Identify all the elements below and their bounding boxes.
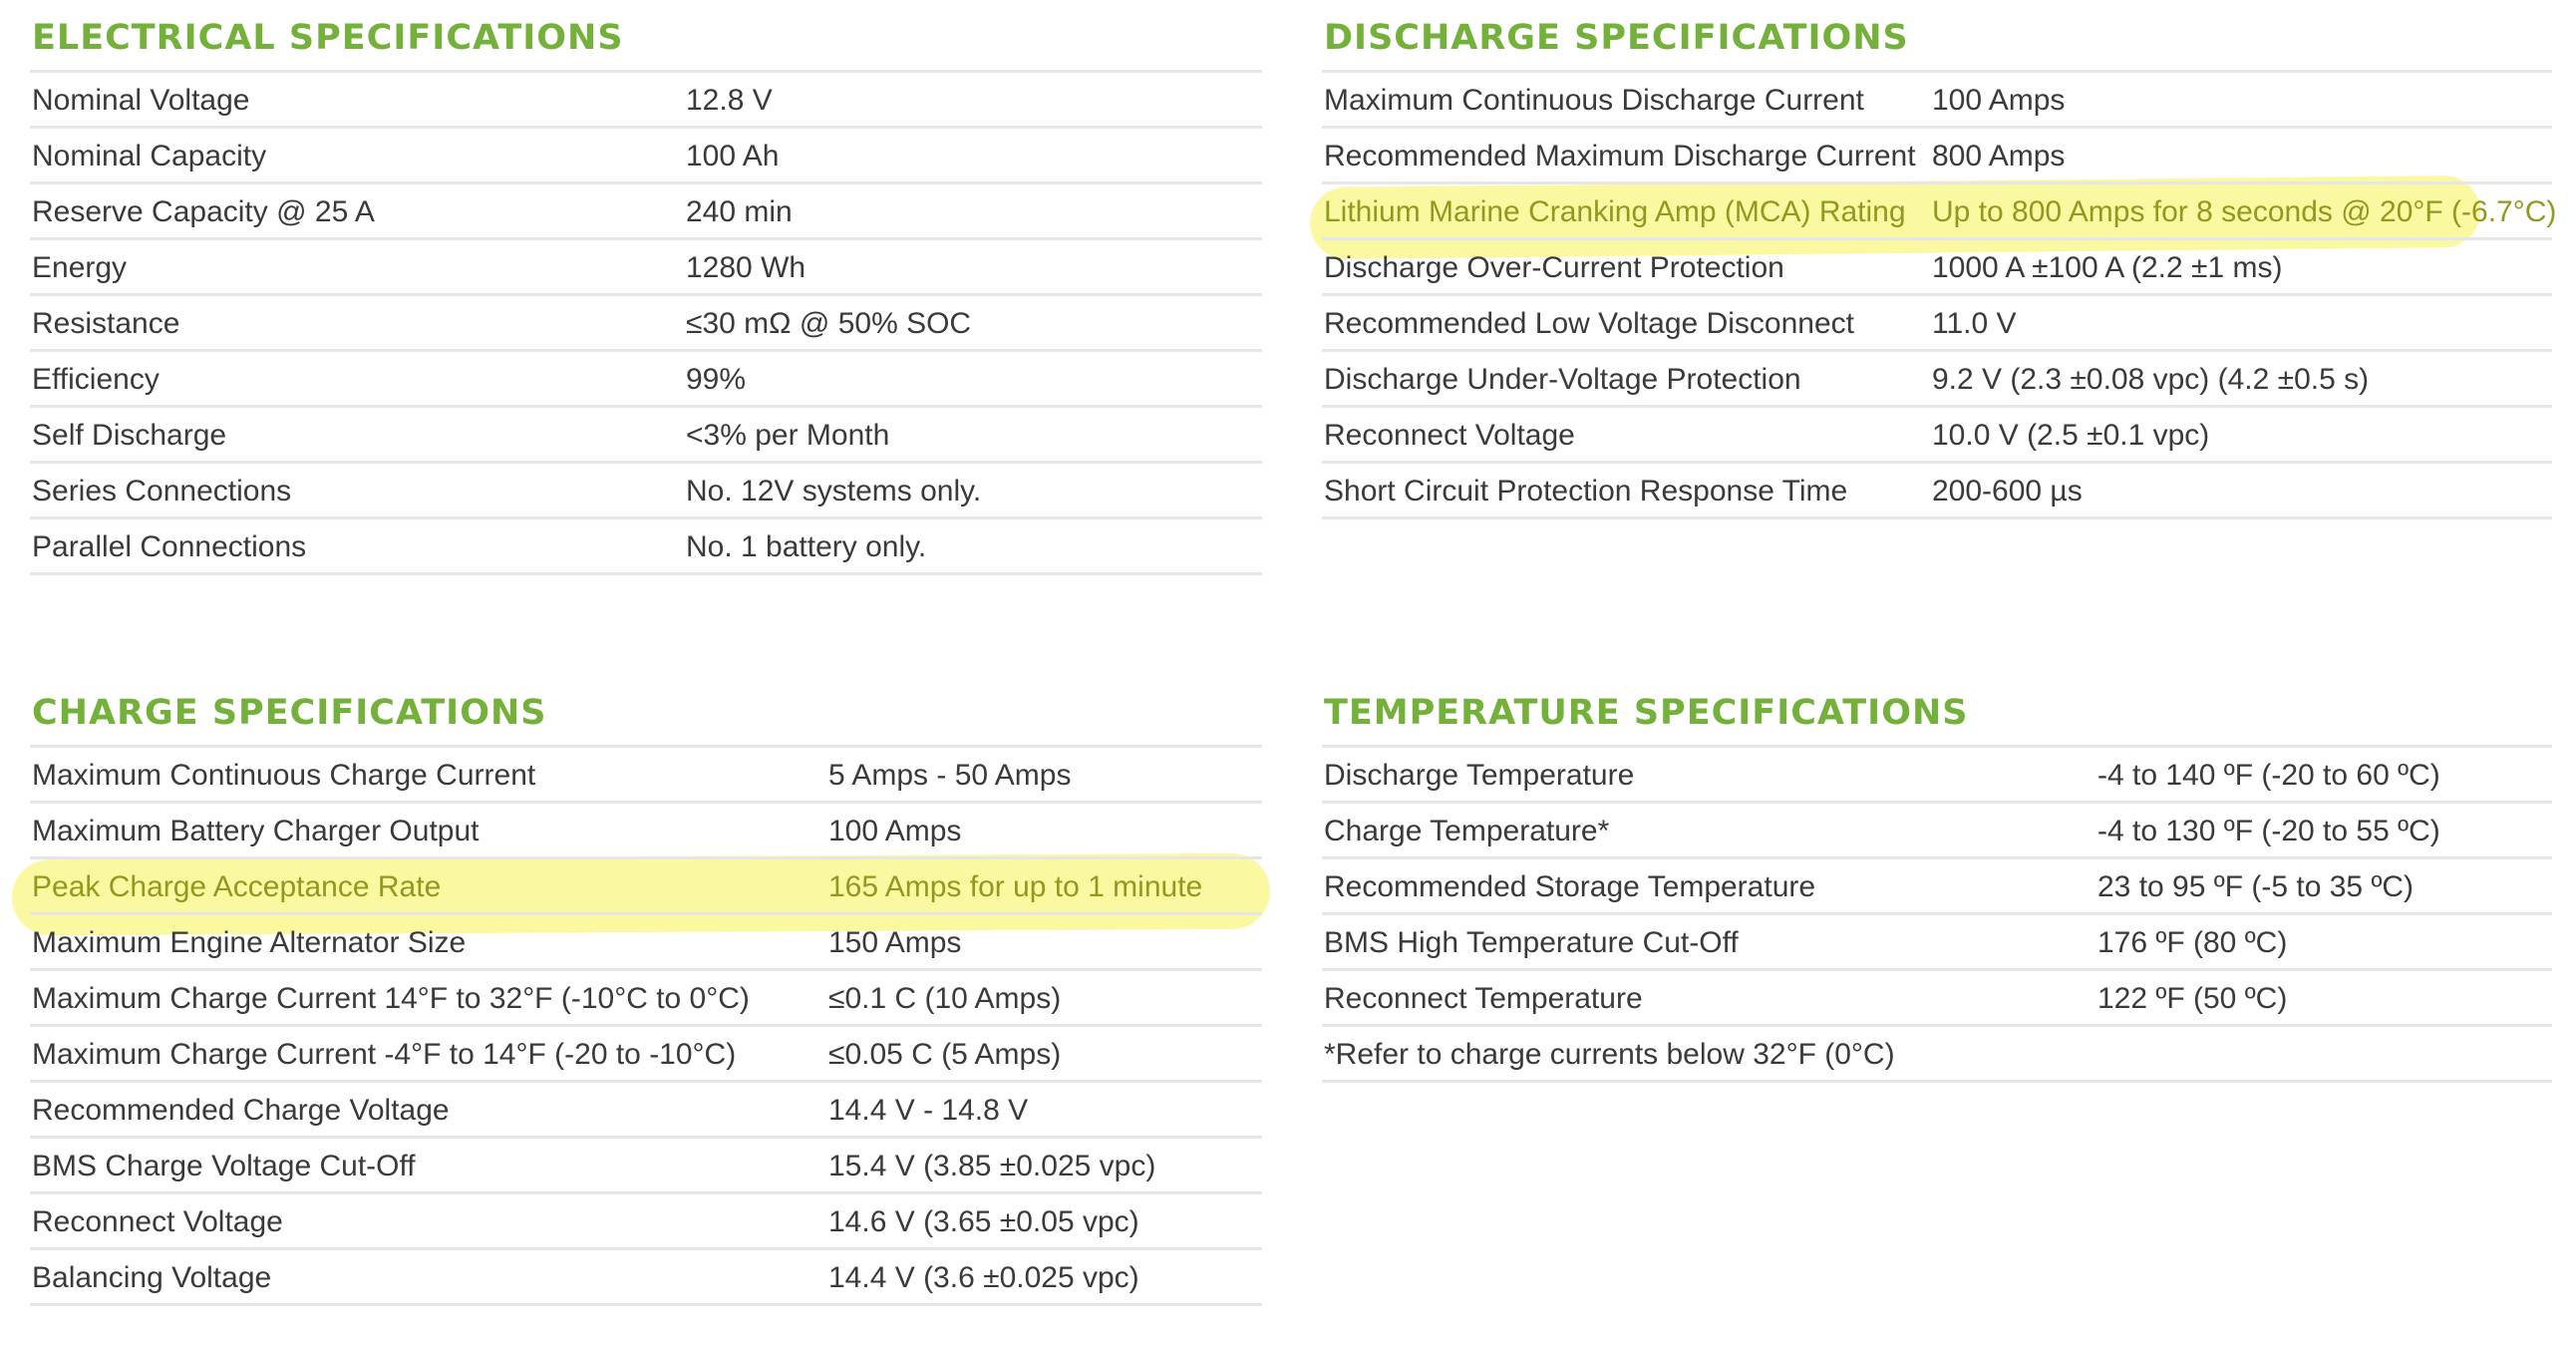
spec-label: BMS High Temperature Cut-Off	[1324, 926, 1739, 959]
spec-value: 14.4 V - 14.8 V	[828, 1094, 1029, 1127]
spec-label: Nominal Voltage	[32, 84, 250, 117]
table-row	[1322, 129, 2552, 184]
table-row	[30, 184, 1262, 240]
spec-label: Resistance	[32, 307, 180, 340]
spec-value: 200-600 µs	[1932, 475, 2083, 507]
spec-value: Up to 800 Amps for 8 seconds @ 20°F (-6.7°C)	[1932, 195, 2557, 228]
spec-label: Discharge Temperature	[1324, 759, 1635, 792]
table-row	[1322, 408, 2552, 464]
spec-label: Recommended Maximum Discharge Current	[1324, 140, 1916, 172]
spec-label: Maximum Charge Current -4°F to 14°F (-20 to -10°C)	[32, 1038, 737, 1071]
spec-value: 122 ºF (50 ºC)	[2097, 982, 2288, 1015]
spec-label: Reconnect Voltage	[32, 1205, 283, 1238]
discharge-specifications-table	[1322, 70, 2557, 519]
spec-label: Charge Temperature*	[1324, 815, 1610, 847]
charge-specifications-table	[30, 745, 1262, 1306]
spec-label: Recommended Low Voltage Disconnect	[1324, 307, 1854, 340]
table-row	[1322, 240, 2552, 296]
table-row	[30, 519, 1262, 575]
temperature-specifications-section	[1322, 693, 2552, 1071]
spec-label: Discharge Under-Voltage Protection	[1324, 363, 1801, 396]
spec-label: Maximum Battery Charger Output	[32, 815, 480, 847]
spec-label: Parallel Connections	[32, 530, 307, 563]
table-row	[1322, 859, 2552, 915]
spec-value: 240 min	[686, 195, 793, 228]
spec-value: -4 to 140 ºF (-20 to 60 ºC)	[2097, 759, 2440, 792]
spec-value: <3% per Month	[686, 419, 890, 452]
table-row-highlighted	[1322, 184, 2557, 240]
spec-value: 14.6 V (3.65 ±0.05 vpc)	[828, 1205, 1139, 1238]
electrical-specifications-title: ELECTRICAL SPECIFICATIONS	[32, 18, 624, 58]
spec-value: 1280 Wh	[686, 251, 806, 284]
spec-value: 15.4 V (3.85 ±0.025 vpc)	[828, 1150, 1156, 1182]
table-row	[30, 464, 1262, 519]
spec-value: 9.2 V (2.3 ±0.08 vpc) (4.2 ±0.5 s)	[1932, 363, 2370, 396]
spec-label: Balancing Voltage	[32, 1261, 272, 1294]
spec-value: 150 Amps	[828, 926, 962, 959]
table-row	[30, 915, 1262, 971]
spec-value: 1000 A ±100 A (2.2 ±1 ms)	[1932, 251, 2283, 284]
electrical-specifications-table	[30, 70, 1262, 575]
table-row	[30, 804, 1262, 859]
spec-value: 800 Amps	[1932, 140, 2066, 172]
spec-label: Efficiency	[32, 363, 160, 396]
charge-specifications-section	[30, 693, 1262, 1294]
spec-value: 99%	[686, 363, 747, 396]
spec-value: ≤0.1 C (10 Amps)	[828, 982, 1062, 1015]
table-row	[1322, 971, 2552, 1027]
temperature-specifications-title: TEMPERATURE SPECIFICATIONS	[1324, 693, 1969, 733]
table-row	[30, 748, 1262, 804]
spec-label: Peak Charge Acceptance Rate	[32, 870, 442, 903]
table-row	[30, 352, 1262, 408]
spec-value: 23 to 95 ºF (-5 to 35 ºC)	[2097, 870, 2415, 903]
temperature-specifications-table	[1322, 745, 2552, 1083]
spec-label: Energy	[32, 251, 128, 284]
spec-label: Maximum Engine Alternator Size	[32, 926, 467, 959]
spec-label: Lithium Marine Cranking Amp (MCA) Rating	[1324, 195, 1906, 228]
table-row	[30, 129, 1262, 184]
table-row	[1322, 464, 2552, 519]
table-row	[1322, 296, 2552, 352]
spec-label: Reserve Capacity @ 25 A	[32, 195, 375, 228]
spec-label: Reconnect Temperature	[1324, 982, 1643, 1015]
spec-value: ≤30 mΩ @ 50% SOC	[686, 307, 972, 340]
table-row	[30, 296, 1262, 352]
spec-label: Recommended Charge Voltage	[32, 1094, 450, 1127]
table-row	[1322, 352, 2552, 408]
table-row	[30, 1194, 1262, 1250]
table-row	[30, 408, 1262, 464]
table-row	[1322, 804, 2552, 859]
spec-label: Nominal Capacity	[32, 140, 267, 172]
table-row	[30, 240, 1262, 296]
spec-label: Maximum Continuous Charge Current	[32, 759, 536, 792]
spec-value: 10.0 V (2.5 ±0.1 vpc)	[1932, 419, 2210, 452]
spec-value: 100 Amps	[1932, 84, 2066, 117]
spec-label: Maximum Charge Current 14°F to 32°F (-10°C to 0°C)	[32, 982, 750, 1015]
table-row	[30, 971, 1262, 1027]
spec-label: Short Circuit Protection Response Time	[1324, 475, 1848, 507]
discharge-specifications-section	[1322, 18, 2557, 507]
spec-value: 5 Amps - 50 Amps	[828, 759, 1072, 792]
electrical-specifications-section	[30, 18, 1262, 563]
spec-label: Self Discharge	[32, 419, 227, 452]
spec-value: No. 12V systems only.	[686, 475, 982, 507]
table-row-highlighted	[30, 859, 1262, 915]
footnote-row	[1322, 1027, 2552, 1083]
spec-value: ≤0.05 C (5 Amps)	[828, 1038, 1062, 1071]
charge-specifications-title: CHARGE SPECIFICATIONS	[32, 693, 547, 733]
table-row	[30, 1027, 1262, 1083]
spec-value: 165 Amps for up to 1 minute	[828, 870, 1203, 903]
table-row	[1322, 73, 2552, 129]
spec-label: Discharge Over-Current Protection	[1324, 251, 1784, 284]
table-row	[1322, 915, 2552, 971]
spec-value: 100 Ah	[686, 140, 780, 172]
spec-value: 14.4 V (3.6 ±0.025 vpc)	[828, 1261, 1139, 1294]
spec-value: 11.0 V	[1932, 307, 2017, 340]
spec-label: Maximum Continuous Discharge Current	[1324, 84, 1864, 117]
spec-value: 12.8 V	[686, 84, 773, 117]
spec-label: Recommended Storage Temperature	[1324, 870, 1816, 903]
spec-value: 176 ºF (80 ºC)	[2097, 926, 2288, 959]
spec-label: Reconnect Voltage	[1324, 419, 1575, 452]
spec-value: 100 Amps	[828, 815, 962, 847]
spec-label: Series Connections	[32, 475, 292, 507]
discharge-specifications-title: DISCHARGE SPECIFICATIONS	[1324, 18, 1909, 58]
spec-value: No. 1 battery only.	[686, 530, 927, 563]
table-row	[1322, 748, 2552, 804]
table-row	[30, 1139, 1262, 1194]
table-row	[30, 1250, 1262, 1306]
table-row	[30, 73, 1262, 129]
footnote-text: *Refer to charge currents below 32°F (0°C)	[1324, 1038, 1895, 1071]
spec-label: BMS Charge Voltage Cut-Off	[32, 1150, 416, 1182]
spec-value: -4 to 130 ºF (-20 to 55 ºC)	[2097, 815, 2440, 847]
table-row	[30, 1083, 1262, 1139]
